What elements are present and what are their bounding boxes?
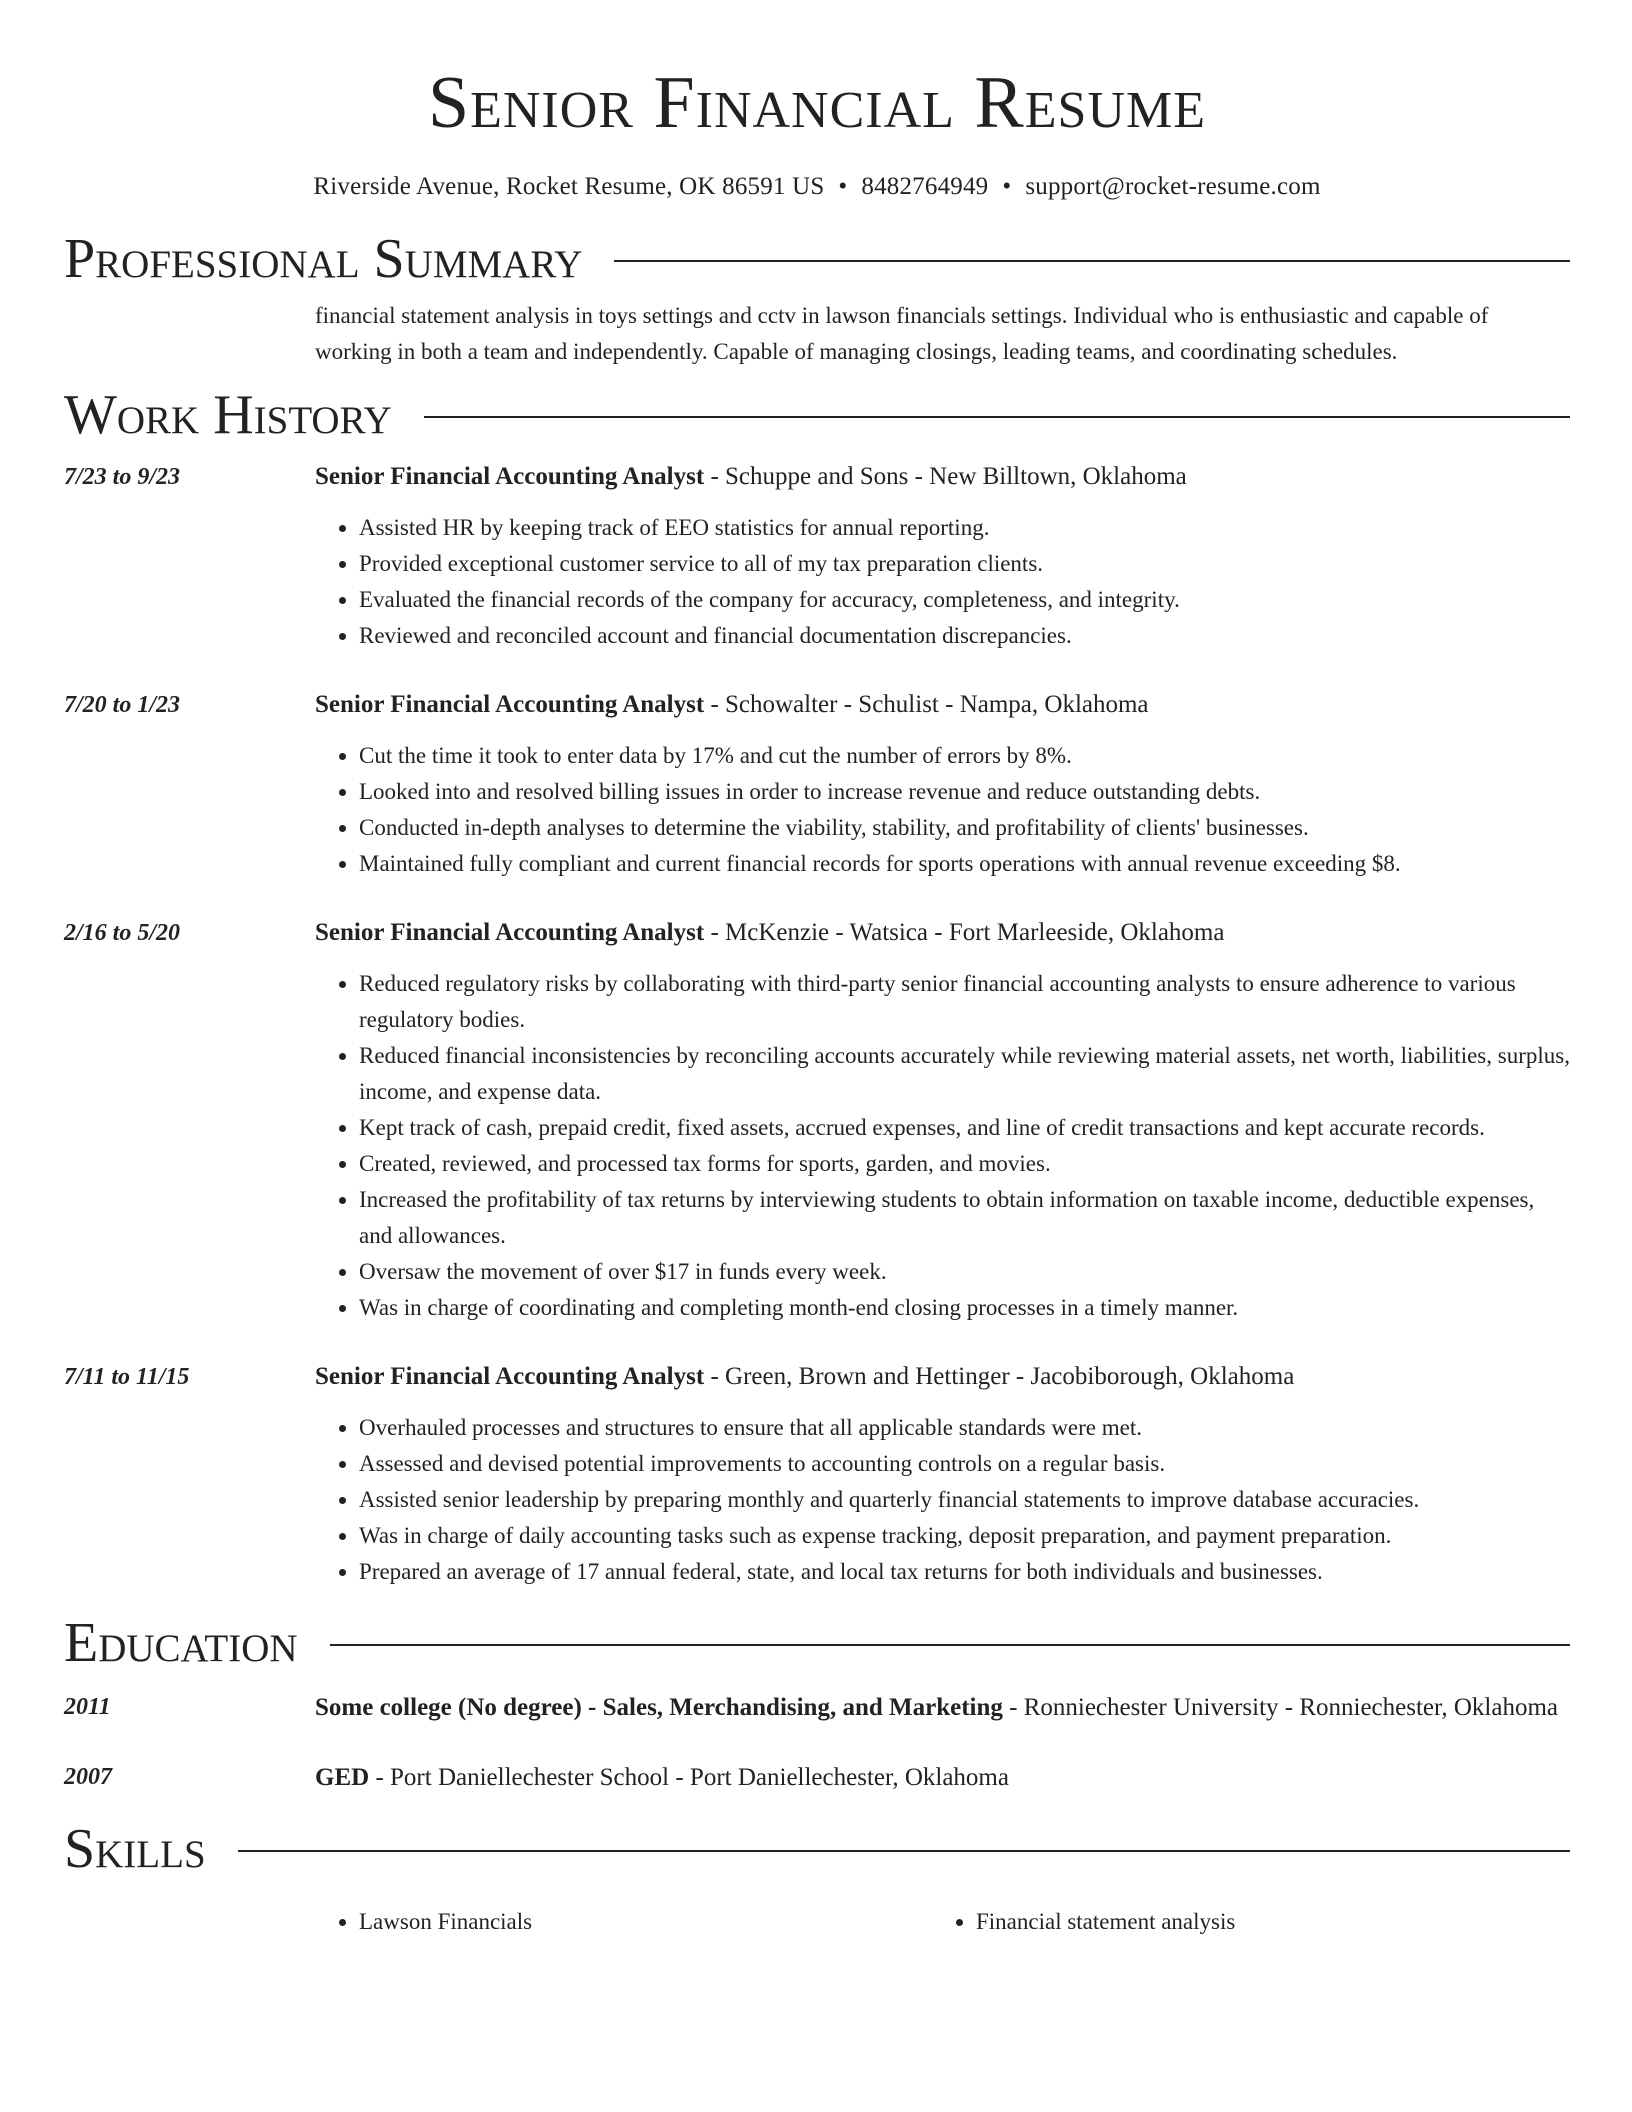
section-divider [238, 1850, 1570, 1852]
job-heading [315, 458, 1570, 496]
education-degree: Some college (No degree) - Sales, Merchandising, and Marketing [315, 1694, 1003, 1721]
job-title: Senior Financial Accounting Analyst [315, 919, 705, 946]
job-dates: 2/16 to 5/20 [64, 920, 181, 946]
skills-column-left [315, 1904, 932, 1940]
job-bullets [315, 1410, 1570, 1590]
job-bullet: • Kept track of cash, prepaid credit, fixed assets, accrued expenses, and line of credit transactions and kept accurate records. [359, 1110, 1570, 1146]
work-section-header [64, 384, 1570, 446]
job-bullet: • Prepared an average of 17 annual federal, state, and local tax returns for both individuals and businesses. [359, 1554, 1570, 1590]
contact-email: support@rocket-resume.com [1025, 173, 1321, 200]
job-title: Senior Financial Accounting Analyst [315, 463, 705, 490]
job-details: - Green, Brown and Hettinger - Jacobiborough, Oklahoma [704, 1363, 1295, 1390]
skill-item: • Financial statement analysis [976, 1904, 1549, 1940]
education-details: - Port Daniellechester School - Port Daniellechester, Oklahoma [369, 1764, 1009, 1791]
job-body [315, 1358, 1570, 1590]
job-heading [315, 914, 1570, 952]
job-bullet: • Provided exceptional customer service to all of my tax preparation clients. [359, 546, 1570, 582]
education-year: 2011 [64, 1694, 111, 1720]
contact-address: Riverside Avenue, Rocket Resume, OK 86591 US [313, 173, 825, 200]
job-bullet: • Conducted in-depth analyses to determine the viability, stability, and profitability of clients' businesses. [359, 810, 1570, 846]
skills-list [315, 1904, 1570, 1940]
job-bullets [315, 966, 1570, 1326]
contact-separator: • [838, 173, 848, 200]
job-details: - McKenzie - Watsica - Fort Marleeside, Oklahoma [704, 919, 1225, 946]
education-section-title: Education [64, 1612, 298, 1674]
job-bullet: • Oversaw the movement of over $17 in funds every week. [359, 1254, 1570, 1290]
job-heading [315, 1358, 1570, 1396]
resume-name: Senior Financial Resume [427, 62, 1207, 144]
job-bullet: • Overhauled processes and structures to ensure that all applicable standards were met. [359, 1410, 1570, 1446]
education-entry [64, 1688, 1570, 1728]
job-bullet: • Reduced regulatory risks by collaborating with third-party senior financial accounting analysts to ensure adherence to various regulatory bodies. [359, 966, 1570, 1038]
job-entry [64, 458, 1570, 654]
job-bullet: • Looked into and resolved billing issues in order to increase revenue and reduce outstanding debts. [359, 774, 1570, 810]
job-body [315, 458, 1570, 654]
section-divider [330, 1644, 1570, 1646]
summary-section-header [64, 228, 1570, 290]
education-section-header [64, 1612, 1570, 1674]
job-entry [64, 1358, 1570, 1590]
contact-line [64, 170, 1570, 204]
skill-item: • Lawson Financials [359, 1904, 932, 1940]
resume-page [64, 0, 1570, 1940]
job-bullet: • Was in charge of daily accounting tasks such as expense tracking, deposit preparation, and payment preparation. [359, 1518, 1570, 1554]
job-title: Senior Financial Accounting Analyst [315, 1363, 705, 1390]
education-year: 2007 [64, 1764, 112, 1790]
job-bullet: • Assessed and devised potential improvements to accounting controls on a regular basis. [359, 1446, 1570, 1482]
skills-column-right [932, 1904, 1549, 1940]
job-body [315, 914, 1570, 1326]
summary-text: financial statement analysis in toys settings and cctv in lawson financials settings. Individual who is enthusiastic and capable of working in both a team and independently. Capable of managing closings, leading teams, and coordinating schedules. [315, 303, 1489, 364]
job-bullet: • Created, reviewed, and processed tax forms for sports, garden, and movies. [359, 1146, 1570, 1182]
skills-section-header [64, 1818, 1570, 1880]
job-bullet: • Reduced financial inconsistencies by reconciling accounts accurately while reviewing material assets, net worth, liabilities, surplus, income, and expense data. [359, 1038, 1570, 1110]
work-section-title: Work History [64, 384, 392, 446]
job-body [315, 686, 1570, 882]
contact-phone: 8482764949 [861, 173, 989, 200]
job-dates: 7/23 to 9/23 [64, 464, 181, 490]
job-bullet: • Assisted HR by keeping track of EEO statistics for annual reporting. [359, 510, 1570, 546]
job-title: Senior Financial Accounting Analyst [315, 691, 705, 718]
job-details: - Schuppe and Sons - New Billtown, Oklahoma [704, 463, 1187, 490]
job-bullets [315, 738, 1570, 882]
job-bullet: • Was in charge of coordinating and completing month-end closing processes in a timely manner. [359, 1290, 1570, 1326]
section-divider [424, 416, 1570, 418]
job-entry [64, 686, 1570, 882]
summary-section-title: Professional Summary [64, 228, 583, 290]
education-entry [64, 1758, 1570, 1798]
job-entry [64, 914, 1570, 1326]
job-dates: 7/11 to 11/15 [64, 1364, 190, 1390]
job-bullet: • Cut the time it took to enter data by 17% and cut the number of errors by 8%. [359, 738, 1570, 774]
education-body [315, 1688, 1570, 1728]
education-degree: GED [315, 1764, 370, 1791]
job-bullet: • Reviewed and reconciled account and financial documentation discrepancies. [359, 618, 1570, 654]
skills-section-title: Skills [64, 1818, 206, 1880]
job-dates: 7/20 to 1/23 [64, 692, 181, 718]
job-bullet: • Evaluated the financial records of the company for accuracy, completeness, and integrity. [359, 582, 1570, 618]
job-bullets [315, 510, 1570, 654]
job-bullet: • Maintained fully compliant and current financial records for sports operations with annual revenue exceeding $8. [359, 846, 1570, 882]
job-bullet: • Assisted senior leadership by preparing monthly and quarterly financial statements to improve database accuracies. [359, 1482, 1570, 1518]
education-details: - Ronniechester University - Ronniechester, Oklahoma [1002, 1694, 1558, 1721]
job-details: - Schowalter - Schulist - Nampa, Oklahoma [704, 691, 1149, 718]
job-bullet: • Increased the profitability of tax returns by interviewing students to obtain information on taxable income, deductible expenses, and allowances. [359, 1182, 1570, 1254]
job-heading [315, 686, 1570, 724]
education-body [315, 1758, 1570, 1798]
section-divider [614, 260, 1570, 262]
contact-separator: • [1002, 173, 1012, 200]
